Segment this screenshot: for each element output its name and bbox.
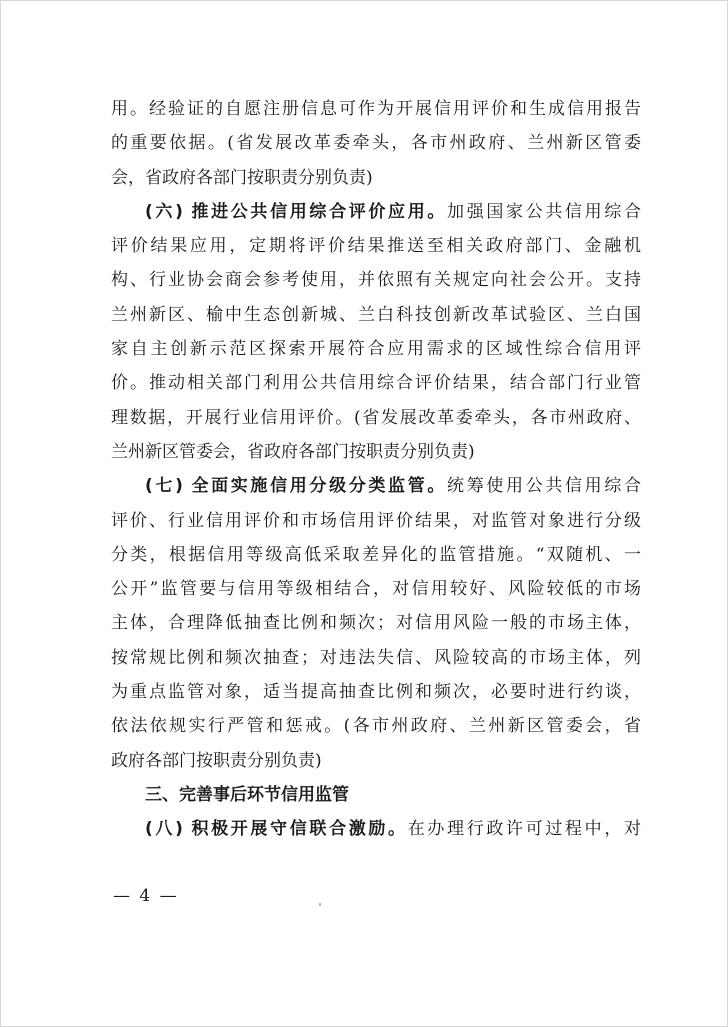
text-line [111,469,641,503]
text-line: 评价结果应用，定期将评价结果推送至相关政府部门、金融机 [111,236,641,257]
document-body [111,92,641,847]
chapter-heading: 三、完善事后环节信用监管 [145,784,349,805]
text-line: 公开”监管要与信用等级相结合，对信用较好、风险较低的市场 [111,579,641,600]
text-line: 兰州新区管委会，省政府各部门按职责分别负责) [111,441,475,462]
text-line: 用。经验证的自愿注册信息可作为开展信用评价和生成信用报告 [111,99,641,119]
text-line: 兰州新区、榆中生态创新城、兰白科技创新改革试验区、兰白国 [111,304,641,325]
text-line [111,195,641,229]
text-line: 构、行业协会商会参考使用，并依照有关规定向社会公开。支持 [111,270,641,291]
text-run: 加强国家公共信用综合 [447,201,641,222]
text-line [111,812,641,846]
section-heading: (六) 推进公共信用综合评价应用。 [145,201,448,222]
section-heading: (八) 积极开展守信联合激励。 [145,819,408,840]
text-run: 统筹使用公共信用综合 [447,476,641,497]
text-line: 价。推动相关部门利用公共信用综合评价结果，结合部门行业管 [111,373,641,394]
text-line: 主体，合理降低抽查比例和频次；对信用风险一般的市场主体， [111,613,641,634]
text-line: 会，省政府各部门按职责分别负责) [111,167,373,188]
page-number: — 4 — [113,886,179,906]
text-line: 分类，根据信用等级高低采取差异化的监管措施。“双随机、一 [111,544,641,565]
section-heading: (七) 全面实施信用分级分类监管。 [145,476,448,497]
text-line: 理数据，开展行业信用评价。(省发展改革委牵头，各市州政府、 [111,407,641,428]
text-line: 按常规比例和频次抽查；对违法失信、风险较高的市场主体，列 [111,647,641,668]
scan-speck [319,903,321,906]
text-line [111,778,641,812]
text-line: 评价、行业信用评价和市场信用评价结果，对监管对象进行分级 [111,510,641,531]
text-line: 家自主创新示范区探索开展符合应用需求的区域性综合信用评 [111,339,641,360]
text-line: 政府各部门按职责分别负责) [111,750,322,771]
text-line: 依法依规实行严管和惩戒。(各市州政府、兰州新区管委会，省 [111,716,641,737]
text-run: 在办理行政许可过程中，对 [407,819,641,840]
text-line: 为重点监管对象，适当提高抽查比例和频次，必要时进行约谈， [111,682,641,703]
text-line: 的重要依据。(省发展改革委牵头，各市州政府、兰州新区管委 [111,133,641,154]
